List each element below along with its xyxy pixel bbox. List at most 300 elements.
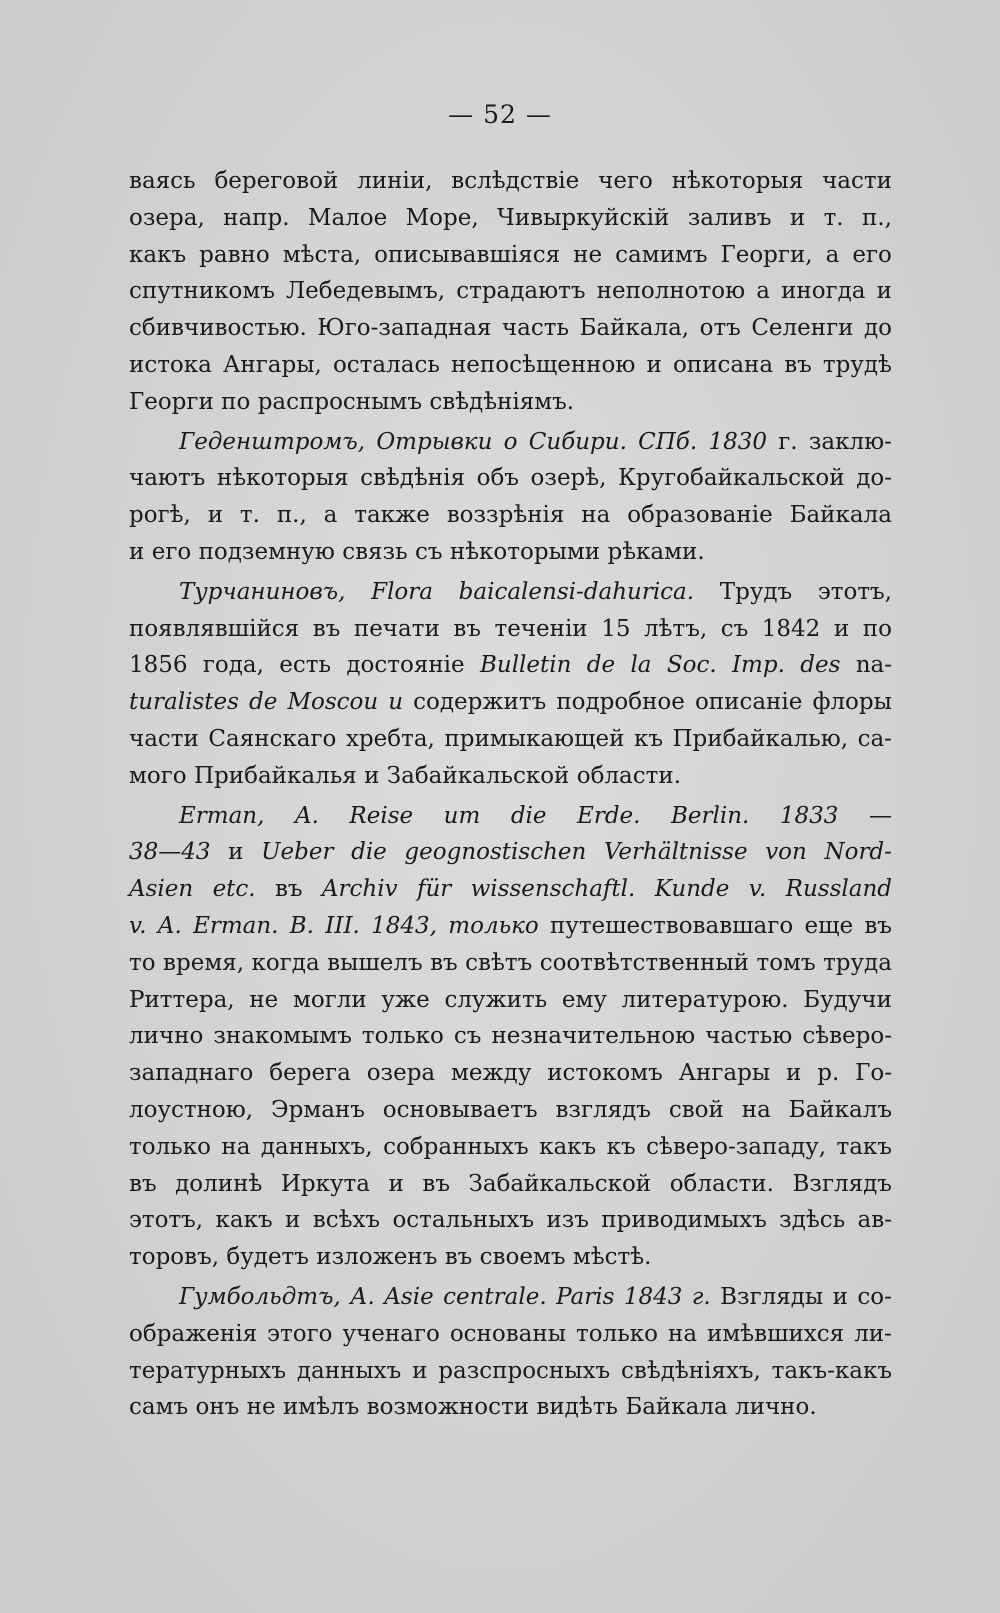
word: Море, bbox=[405, 204, 479, 231]
word: и bbox=[786, 1060, 802, 1087]
word: то bbox=[129, 949, 156, 976]
text-line bbox=[129, 1202, 892, 1239]
word: этотъ, bbox=[129, 1207, 204, 1234]
word: трудѣ bbox=[822, 351, 892, 378]
text-line bbox=[129, 237, 892, 274]
word: Bulletin bbox=[479, 652, 572, 679]
word: Flora bbox=[371, 578, 433, 605]
word: ваясь bbox=[129, 168, 196, 194]
word: Nord- bbox=[824, 839, 892, 866]
word: появлявшійся bbox=[129, 615, 300, 642]
word: Малое bbox=[307, 204, 388, 231]
word: западнаго bbox=[129, 1060, 254, 1087]
word: заливъ bbox=[687, 204, 772, 231]
word: вслѣдствіе bbox=[451, 168, 580, 194]
word: и bbox=[129, 538, 145, 565]
word: чего bbox=[598, 168, 653, 194]
word: 1843, bbox=[371, 912, 437, 939]
word: 1833 bbox=[779, 802, 839, 829]
text-line bbox=[129, 1279, 892, 1316]
word: только bbox=[129, 1133, 211, 1160]
body-text bbox=[129, 163, 892, 1426]
word: изъ bbox=[546, 1207, 589, 1234]
word: свѣдѣніямъ. bbox=[429, 388, 575, 415]
word: озера, bbox=[129, 204, 205, 231]
word: Геденштромъ, bbox=[179, 428, 366, 455]
word: на bbox=[667, 1320, 698, 1347]
word: Asie bbox=[384, 1283, 434, 1310]
word: видѣть bbox=[536, 1394, 618, 1421]
word: въ bbox=[312, 615, 341, 642]
word: собранныхъ bbox=[383, 1133, 529, 1160]
word: озерѣ, bbox=[530, 465, 607, 492]
text-line bbox=[129, 1055, 892, 1092]
word: подробное bbox=[556, 689, 685, 716]
word: III. bbox=[325, 912, 360, 939]
word: B. bbox=[289, 912, 314, 939]
word: описывавшіяся bbox=[374, 241, 561, 268]
word: данныхъ, bbox=[260, 1133, 373, 1160]
word: des bbox=[800, 652, 841, 679]
word: всѣхъ bbox=[312, 1207, 381, 1234]
text-line bbox=[129, 611, 892, 648]
word: Отрывки bbox=[376, 428, 493, 455]
word: незначительною bbox=[491, 1023, 696, 1050]
word: могли bbox=[292, 986, 367, 1013]
word: Ueber bbox=[261, 839, 334, 866]
word: na- bbox=[855, 652, 892, 679]
word: и bbox=[228, 839, 244, 866]
word: на bbox=[221, 1133, 251, 1160]
word: спутникомъ bbox=[129, 278, 275, 305]
word: его bbox=[151, 538, 192, 565]
word: такъ bbox=[836, 1133, 892, 1160]
word: когда bbox=[251, 949, 320, 976]
text-line bbox=[129, 273, 892, 310]
word: страдаютъ bbox=[456, 278, 586, 305]
word: ав- bbox=[857, 1207, 892, 1234]
word: Байкалъ bbox=[788, 1096, 892, 1123]
word: къ bbox=[606, 1133, 636, 1160]
text-line bbox=[129, 1166, 892, 1203]
word: Archiv bbox=[321, 876, 398, 903]
word: самъ bbox=[129, 1394, 189, 1421]
word: Саянскаго bbox=[208, 725, 337, 752]
word: нѣкоторыми bbox=[449, 538, 601, 565]
word: и bbox=[833, 615, 850, 642]
word: воззрѣнія bbox=[446, 502, 565, 529]
word: 1843 bbox=[623, 1283, 683, 1310]
word: съ bbox=[720, 615, 749, 642]
word: 1842 bbox=[761, 615, 821, 642]
word: только bbox=[448, 912, 539, 939]
word: не bbox=[246, 1394, 276, 1421]
word: baicalensi-dahurica. bbox=[458, 578, 695, 605]
word: объ bbox=[476, 465, 519, 492]
word: уже bbox=[381, 986, 430, 1013]
word: между bbox=[451, 1060, 532, 1087]
word: онъ bbox=[195, 1394, 240, 1421]
page-number: — 52 — bbox=[448, 100, 552, 129]
word: вышелъ bbox=[327, 949, 423, 976]
word: рогѣ, bbox=[129, 502, 191, 529]
word: основаны bbox=[449, 1320, 567, 1347]
word: самимъ bbox=[615, 241, 708, 268]
word: области. bbox=[576, 762, 682, 789]
word: Moscou bbox=[287, 689, 379, 716]
word: Байкала bbox=[625, 1394, 728, 1421]
word: теченіи bbox=[494, 615, 588, 642]
word: и bbox=[646, 351, 662, 378]
word: тературныхъ bbox=[129, 1357, 286, 1384]
word: р. bbox=[817, 1060, 840, 1087]
word: de bbox=[586, 652, 616, 679]
word: разспросныхъ bbox=[438, 1357, 611, 1384]
word: т. bbox=[823, 204, 844, 231]
word: Erman, bbox=[179, 802, 265, 829]
word: 1856 bbox=[129, 652, 188, 679]
word: т. bbox=[239, 502, 260, 529]
word: Кругобайкальской bbox=[618, 465, 845, 492]
word: Трудъ bbox=[719, 578, 793, 605]
text-line bbox=[129, 758, 892, 795]
word: Сибири. bbox=[528, 428, 627, 455]
word: de bbox=[249, 689, 278, 716]
word: истокомъ bbox=[547, 1060, 663, 1087]
word: хребта, bbox=[345, 725, 435, 752]
word: торовъ, bbox=[129, 1244, 220, 1271]
word: п., bbox=[276, 502, 307, 529]
word: со- bbox=[857, 1283, 892, 1310]
word: а bbox=[323, 502, 338, 529]
word: соотвѣтственный bbox=[539, 949, 750, 976]
word: имѣлъ bbox=[282, 1394, 360, 1421]
word: turalistes bbox=[129, 689, 239, 716]
word: СПб. bbox=[638, 428, 698, 455]
word: Ангары bbox=[678, 1060, 771, 1087]
word: въ bbox=[864, 912, 892, 939]
word: только bbox=[576, 1320, 658, 1347]
word: а bbox=[756, 278, 770, 305]
word: v. bbox=[748, 876, 767, 903]
word: къ bbox=[633, 725, 663, 752]
text-line bbox=[129, 721, 892, 758]
word: Взгляды bbox=[720, 1283, 824, 1310]
word: въ bbox=[422, 1170, 450, 1197]
word: въ bbox=[430, 949, 458, 976]
text-line bbox=[129, 574, 892, 611]
word: въ bbox=[444, 1244, 473, 1271]
text-line bbox=[129, 647, 892, 684]
word: неполнотою bbox=[596, 278, 746, 305]
word: Взглядъ bbox=[792, 1170, 892, 1197]
word: томъ bbox=[756, 949, 816, 976]
word: еще bbox=[804, 912, 854, 939]
text-line bbox=[129, 798, 892, 835]
word: и bbox=[364, 762, 380, 789]
word: г. bbox=[778, 428, 798, 455]
word: заклю- bbox=[808, 428, 892, 455]
text-line bbox=[129, 908, 892, 945]
word: Забайкальской bbox=[386, 762, 570, 789]
text-line bbox=[129, 163, 892, 200]
word: сѣверо- bbox=[802, 1023, 892, 1050]
word: части bbox=[129, 725, 199, 752]
word: изложенъ bbox=[316, 1244, 438, 1271]
word: а bbox=[825, 241, 840, 268]
word: мѣста, bbox=[282, 241, 362, 268]
word: на bbox=[741, 1096, 771, 1123]
word: Чивыркуйскій bbox=[497, 204, 670, 231]
word: линіи, bbox=[357, 168, 433, 194]
word: свѣдѣніяхъ, bbox=[621, 1357, 761, 1384]
word: Георги bbox=[129, 388, 214, 415]
word: его bbox=[852, 241, 892, 268]
word: Erman. bbox=[193, 912, 279, 939]
word: wissenschaftl. bbox=[470, 876, 636, 903]
word: береговой bbox=[214, 168, 339, 194]
word: die bbox=[510, 802, 547, 829]
word: возможности bbox=[366, 1394, 530, 1421]
word: сбивчивостью. bbox=[129, 315, 307, 342]
word: здѣсь bbox=[779, 1207, 846, 1234]
text-line bbox=[129, 460, 892, 497]
word: этотъ, bbox=[817, 578, 892, 605]
text-line bbox=[129, 1092, 892, 1129]
word: лично. bbox=[735, 1394, 817, 1421]
word: не bbox=[249, 986, 279, 1013]
word: geognostischen bbox=[404, 839, 587, 866]
word: Эрманъ bbox=[271, 1096, 365, 1123]
word: Erde. bbox=[577, 802, 641, 829]
word: области. bbox=[669, 1170, 774, 1197]
word: A. bbox=[294, 802, 319, 829]
text-line bbox=[129, 871, 892, 908]
word: и bbox=[789, 204, 806, 231]
word: um bbox=[443, 802, 481, 829]
word: свѣдѣнія bbox=[360, 465, 465, 492]
text-line bbox=[129, 1389, 892, 1426]
word: распроснымъ bbox=[257, 388, 422, 415]
word: берега bbox=[269, 1060, 351, 1087]
word: по bbox=[862, 615, 892, 642]
word: служить bbox=[444, 986, 548, 1013]
word: достояніе bbox=[346, 652, 465, 679]
word: и bbox=[207, 502, 224, 529]
word: Лебедевымъ, bbox=[285, 278, 446, 305]
word: какъ bbox=[215, 1207, 273, 1234]
word: приводимыхъ bbox=[601, 1207, 767, 1234]
word: Kunde bbox=[654, 876, 730, 903]
word: описаніе bbox=[694, 689, 803, 716]
text-line bbox=[129, 347, 892, 384]
word: также bbox=[354, 502, 430, 529]
word: ему bbox=[561, 986, 607, 1013]
word: свѣтъ bbox=[465, 949, 533, 976]
word: Гумбольдтъ, bbox=[179, 1283, 341, 1310]
text-line bbox=[129, 384, 892, 421]
text-line bbox=[129, 1239, 892, 1276]
word: Байкала bbox=[789, 502, 892, 529]
word: чаютъ bbox=[129, 465, 206, 492]
word: Турчаниновъ, bbox=[179, 578, 346, 605]
word: отъ bbox=[699, 315, 741, 342]
word: мого bbox=[129, 762, 187, 789]
text-line bbox=[129, 1129, 892, 1166]
word: von bbox=[765, 839, 807, 866]
word: равно bbox=[199, 241, 270, 268]
word: подземную bbox=[198, 538, 335, 565]
word: сѣверо-западу, bbox=[646, 1133, 827, 1160]
word: въ bbox=[129, 1170, 157, 1197]
word: рѣками. bbox=[607, 538, 705, 565]
word: Прибайкалья bbox=[194, 762, 357, 789]
word: о bbox=[503, 428, 518, 455]
word: описана bbox=[672, 351, 774, 378]
word: etc. bbox=[212, 876, 256, 903]
word: данныхъ bbox=[296, 1357, 402, 1384]
word: будетъ bbox=[226, 1244, 309, 1271]
text-line bbox=[129, 534, 892, 571]
word: Георги, bbox=[720, 241, 813, 268]
word: какъ bbox=[129, 241, 187, 268]
word: Russland bbox=[785, 876, 892, 903]
text-line bbox=[129, 982, 892, 1019]
text-line bbox=[129, 945, 892, 982]
word: не bbox=[573, 241, 603, 268]
word: какъ bbox=[539, 1133, 597, 1160]
word: до bbox=[863, 315, 892, 342]
word: Риттера, bbox=[129, 986, 235, 1013]
text-line bbox=[129, 684, 892, 721]
text-line bbox=[129, 200, 892, 237]
word: и bbox=[412, 1357, 428, 1384]
word: и bbox=[876, 278, 892, 305]
word: 1830 bbox=[708, 428, 767, 455]
text-line bbox=[129, 424, 892, 461]
word: Paris bbox=[556, 1283, 615, 1310]
word: Imp. bbox=[731, 652, 785, 679]
word: долинѣ bbox=[175, 1170, 263, 1197]
word: по bbox=[221, 388, 251, 415]
word: v. bbox=[129, 912, 147, 939]
word: до- bbox=[856, 465, 892, 492]
word: — bbox=[868, 802, 892, 829]
text-line bbox=[129, 1353, 892, 1390]
word: Reise bbox=[349, 802, 414, 829]
word: съ bbox=[414, 538, 443, 565]
word: ображенія bbox=[129, 1320, 258, 1347]
word: Soc. bbox=[666, 652, 717, 679]
text-line bbox=[129, 1018, 892, 1055]
word: путешествовавшаго bbox=[549, 912, 794, 939]
word: въ bbox=[274, 876, 303, 903]
word: la bbox=[630, 652, 652, 679]
word: 38—43 bbox=[129, 839, 211, 866]
word: 15 bbox=[601, 615, 631, 642]
word: и bbox=[388, 1170, 404, 1197]
word: A. bbox=[157, 912, 182, 939]
word: основываетъ bbox=[382, 1096, 538, 1123]
word: труда bbox=[823, 949, 892, 976]
word: Байкала, bbox=[579, 315, 690, 342]
word: Berlin. bbox=[671, 802, 750, 829]
word: Юго-западная bbox=[317, 315, 492, 342]
text-line bbox=[129, 834, 892, 871]
word: частью bbox=[705, 1023, 793, 1050]
word: осталась bbox=[332, 351, 440, 378]
word: лѣтъ, bbox=[644, 615, 708, 642]
word: Прибайкалью, bbox=[672, 725, 849, 752]
word: Будучи bbox=[803, 986, 892, 1013]
word: на bbox=[581, 502, 611, 529]
word: Забайкальской bbox=[468, 1170, 652, 1197]
text-line bbox=[129, 310, 892, 347]
word: части bbox=[822, 168, 892, 194]
word: въ bbox=[453, 615, 481, 642]
word: лоустною, bbox=[129, 1096, 254, 1123]
word: имѣвшихся bbox=[707, 1320, 845, 1347]
text-line bbox=[129, 497, 892, 534]
word: такъ-какъ bbox=[771, 1357, 892, 1384]
word: образованіе bbox=[627, 502, 773, 529]
word: нѣкоторыя bbox=[216, 465, 349, 492]
word: А. bbox=[350, 1283, 375, 1310]
word: только bbox=[361, 1023, 444, 1050]
word: лично bbox=[129, 1023, 204, 1050]
word: печати bbox=[353, 615, 440, 642]
word: für bbox=[416, 876, 452, 903]
word: иногда bbox=[781, 278, 866, 305]
word: связь bbox=[342, 538, 408, 565]
word: Го- bbox=[855, 1060, 892, 1087]
word: са- bbox=[857, 725, 892, 752]
word: литературою. bbox=[621, 986, 789, 1013]
word: Ангары, bbox=[222, 351, 322, 378]
word: часть bbox=[501, 315, 569, 342]
word: озера bbox=[366, 1060, 436, 1087]
text-line bbox=[129, 1316, 892, 1353]
word: Asien bbox=[129, 876, 194, 903]
word: примыкающей bbox=[444, 725, 625, 752]
word: мѣстѣ. bbox=[572, 1244, 652, 1271]
word: die bbox=[351, 839, 387, 866]
word: непосѣщенною bbox=[450, 351, 636, 378]
word: своемъ bbox=[479, 1244, 566, 1271]
word: остальныхъ bbox=[392, 1207, 534, 1234]
word: Иркута bbox=[280, 1170, 370, 1197]
word: г. bbox=[691, 1283, 711, 1310]
word: флоры bbox=[812, 689, 892, 716]
word: нѣкоторыя bbox=[671, 168, 804, 194]
word: п., bbox=[861, 204, 892, 231]
word: и bbox=[388, 689, 404, 716]
word: время, bbox=[163, 949, 245, 976]
word: есть bbox=[279, 652, 332, 679]
word: напр. bbox=[223, 204, 290, 231]
word: въ bbox=[784, 351, 812, 378]
word: съ bbox=[453, 1023, 482, 1050]
word: взглядъ bbox=[555, 1096, 651, 1123]
word: знакомымъ bbox=[213, 1023, 352, 1050]
word: года, bbox=[202, 652, 264, 679]
word: этого bbox=[267, 1320, 333, 1347]
word: ли- bbox=[854, 1320, 892, 1347]
word: ученаго bbox=[342, 1320, 440, 1347]
word: содержитъ bbox=[413, 689, 547, 716]
word: и bbox=[285, 1207, 301, 1234]
word: Verhältnisse bbox=[603, 839, 748, 866]
